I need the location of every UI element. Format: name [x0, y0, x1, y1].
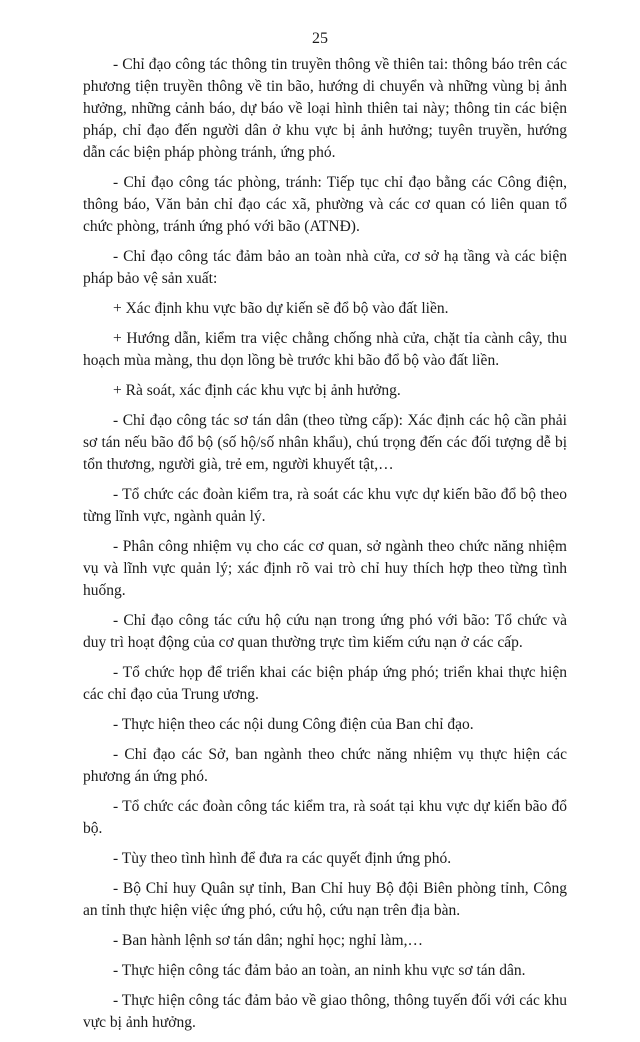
- paragraph: - Phân công nhiệm vụ cho các cơ quan, sở ngành theo chức năng nhiệm vụ và lĩnh vực quản lý; xác định rõ vai trò chỉ huy thích hợp theo từng tình huống.: [83, 538, 567, 599]
- paragraph: - Tổ chức họp để triển khai các biện pháp ứng phó; triển khai thực hiện các chỉ đạo của Trung ương.: [83, 664, 567, 703]
- paragraph: - Bộ Chỉ huy Quân sự tỉnh, Ban Chỉ huy Bộ đội Biên phòng tỉnh, Công an tỉnh thực hiện việc ứng phó, cứu hộ, cứu nạn trên địa bàn.: [83, 880, 567, 919]
- paragraph: + Hướng dẫn, kiểm tra việc chằng chống nhà cửa, chặt tỉa cành cây, thu hoạch mùa màng, thu dọn lồng bè trước khi bão đổ bộ vào đất liền.: [83, 330, 567, 369]
- paragraph: - Tổ chức các đoàn công tác kiểm tra, rà soát tại khu vực dự kiến bão đổ bộ.: [83, 798, 567, 837]
- document-body: [83, 54, 567, 1042]
- paragraph: + Xác định khu vực bão dự kiến sẽ đổ bộ vào đất liền.: [113, 300, 449, 317]
- paragraph: - Chỉ đạo các Sở, ban ngành theo chức năng nhiệm vụ thực hiện các phương án ứng phó.: [83, 746, 567, 785]
- paragraph: - Tùy theo tình hình để đưa ra các quyết định ứng phó.: [113, 850, 452, 867]
- paragraph: - Thực hiện công tác đảm bảo về giao thông, thông tuyến đối với các khu vực bị ảnh hưởng.: [83, 992, 567, 1031]
- paragraph: - Ban hành lệnh sơ tán dân; nghỉ học; nghỉ làm,…: [113, 932, 423, 949]
- paragraph: - Chỉ đạo công tác sơ tán dân (theo từng cấp): Xác định các hộ cần phải sơ tán nếu bão đổ bộ (số hộ/số nhân khẩu), chú trọng đến các đối tượng dễ bị tổn thương, người già, trẻ em, người khuyết tật,…: [83, 412, 567, 473]
- paragraph: - Chỉ đạo công tác phòng, tránh: Tiếp tục chỉ đạo bằng các Công điện, thông báo, Văn bản chỉ đạo các xã, phường và các cơ quan có liên quan tổ chức phòng, tránh ứng phó với bão (ATNĐ).: [83, 174, 567, 235]
- paragraph: - Chỉ đạo công tác thông tin truyền thông về thiên tai: thông báo trên các phương tiện truyền thông về tin bão, hướng di chuyển và những vùng bị ảnh hưởng, những cảnh báo, dự báo về loại hình thiên tai này; thông tin các biện pháp, chỉ đạo đến người dân ở khu vực bị ảnh hưởng; tuyên truyền, hướng dẫn các biện pháp phòng tránh, ứng phó.: [83, 56, 567, 161]
- paragraph: - Chỉ đạo công tác cứu hộ cứu nạn trong ứng phó với bão: Tổ chức và duy trì hoạt động của cơ quan thường trực tìm kiếm cứu nạn ở các cấp.: [83, 612, 567, 651]
- paragraph: - Tổ chức các đoàn kiểm tra, rà soát các khu vực dự kiến bão đổ bộ theo từng lĩnh vực, ngành quản lý.: [83, 486, 567, 525]
- paragraph: + Rà soát, xác định các khu vực bị ảnh hưởng.: [113, 382, 401, 399]
- page-number: 25: [312, 30, 328, 47]
- paragraph: - Thực hiện công tác đảm bảo an toàn, an ninh khu vực sơ tán dân.: [113, 962, 526, 979]
- paragraph: - Thực hiện theo các nội dung Công điện của Ban chỉ đạo.: [113, 716, 474, 733]
- paragraph: - Chỉ đạo công tác đảm bảo an toàn nhà cửa, cơ sở hạ tầng và các biện pháp bảo vệ sản xuất:: [83, 248, 567, 287]
